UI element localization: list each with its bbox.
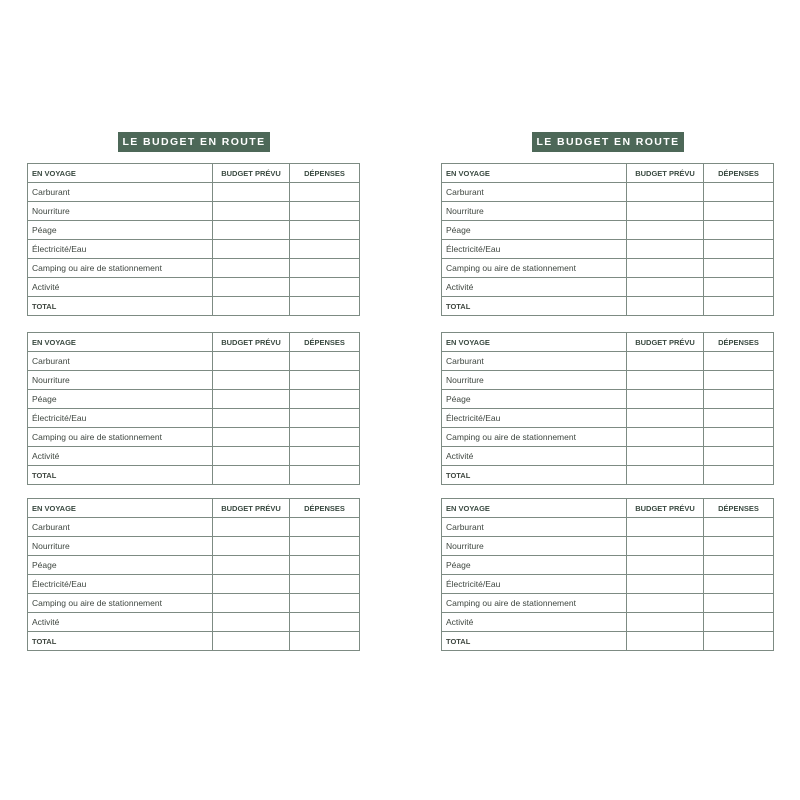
total-row — [442, 297, 774, 316]
budget-cell[interactable] — [627, 202, 704, 221]
table-header-row — [28, 499, 360, 518]
budget-cell[interactable] — [213, 447, 290, 466]
row-label: Nourriture — [442, 371, 627, 390]
budget-cell[interactable] — [627, 221, 704, 240]
depenses-cell[interactable] — [704, 613, 774, 632]
budget-total-cell[interactable] — [627, 297, 704, 316]
depenses-total-cell[interactable] — [704, 466, 774, 485]
row-label: Carburant — [28, 518, 213, 537]
table-row — [28, 221, 360, 240]
budget-total-cell[interactable] — [213, 632, 290, 651]
header-depenses: DÉPENSES — [290, 333, 360, 352]
table-row — [442, 371, 774, 390]
budget-cell[interactable] — [627, 390, 704, 409]
right-page — [414, 0, 800, 800]
row-label: Nourriture — [28, 537, 213, 556]
header-budget-prevu: BUDGET PRÉVU — [213, 164, 290, 183]
depenses-cell[interactable] — [290, 613, 360, 632]
depenses-cell[interactable] — [290, 240, 360, 259]
depenses-total-cell[interactable] — [290, 632, 360, 651]
budget-cell[interactable] — [627, 371, 704, 390]
depenses-cell[interactable] — [704, 371, 774, 390]
depenses-cell[interactable] — [704, 352, 774, 371]
header-budget-prevu: BUDGET PRÉVU — [213, 499, 290, 518]
table-row — [28, 371, 360, 390]
depenses-cell[interactable] — [290, 278, 360, 297]
row-label: Péage — [442, 556, 627, 575]
row-label: Péage — [442, 390, 627, 409]
total-label: TOTAL — [442, 297, 627, 316]
budget-cell[interactable] — [213, 183, 290, 202]
budget-cell[interactable] — [213, 556, 290, 575]
table-row — [442, 428, 774, 447]
budget-total-cell[interactable] — [213, 297, 290, 316]
row-label: Électricité/Eau — [442, 409, 627, 428]
row-label: Activité — [442, 278, 627, 297]
budget-cell[interactable] — [627, 278, 704, 297]
table-row — [28, 390, 360, 409]
budget-cell[interactable] — [213, 278, 290, 297]
table-row — [28, 613, 360, 632]
budget-cell[interactable] — [213, 613, 290, 632]
header-en-voyage: EN VOYAGE — [442, 499, 627, 518]
budget-cell[interactable] — [627, 352, 704, 371]
header-depenses: DÉPENSES — [290, 499, 360, 518]
row-label: Camping ou aire de stationnement — [442, 259, 627, 278]
budget-cell[interactable] — [627, 447, 704, 466]
table-row — [28, 594, 360, 613]
header-depenses: DÉPENSES — [704, 164, 774, 183]
depenses-cell[interactable] — [704, 202, 774, 221]
total-row — [28, 297, 360, 316]
total-label: TOTAL — [28, 297, 213, 316]
depenses-cell[interactable] — [290, 371, 360, 390]
depenses-cell[interactable] — [704, 575, 774, 594]
row-label: Camping ou aire de stationnement — [442, 428, 627, 447]
budget-cell[interactable] — [627, 537, 704, 556]
table-row — [442, 409, 774, 428]
depenses-cell[interactable] — [704, 556, 774, 575]
table-row — [442, 390, 774, 409]
row-label: Activité — [442, 613, 627, 632]
row-label: Camping ou aire de stationnement — [28, 594, 213, 613]
row-label: Électricité/Eau — [442, 240, 627, 259]
table-row — [442, 352, 774, 371]
budget-total-cell[interactable] — [213, 466, 290, 485]
depenses-cell[interactable] — [290, 575, 360, 594]
table-row — [28, 575, 360, 594]
table-row — [28, 352, 360, 371]
depenses-cell[interactable] — [290, 537, 360, 556]
budget-cell[interactable] — [627, 240, 704, 259]
budget-table — [441, 498, 774, 651]
depenses-cell[interactable] — [290, 409, 360, 428]
budget-cell[interactable] — [213, 409, 290, 428]
row-label: Péage — [28, 221, 213, 240]
table-row — [442, 240, 774, 259]
row-label: Carburant — [442, 183, 627, 202]
row-label: Carburant — [442, 352, 627, 371]
row-label: Camping ou aire de stationnement — [28, 428, 213, 447]
depenses-cell[interactable] — [290, 352, 360, 371]
total-label: TOTAL — [28, 632, 213, 651]
budget-table — [441, 332, 774, 485]
row-label: Activité — [28, 447, 213, 466]
budget-cell[interactable] — [627, 428, 704, 447]
table-row — [442, 537, 774, 556]
table-row — [28, 428, 360, 447]
table-row — [28, 183, 360, 202]
row-label: Nourriture — [442, 537, 627, 556]
depenses-cell[interactable] — [290, 259, 360, 278]
table-row — [28, 537, 360, 556]
header-depenses: DÉPENSES — [290, 164, 360, 183]
row-label: Activité — [28, 278, 213, 297]
row-label: Électricité/Eau — [28, 409, 213, 428]
depenses-cell[interactable] — [290, 518, 360, 537]
depenses-total-cell[interactable] — [704, 297, 774, 316]
row-label: Activité — [442, 447, 627, 466]
depenses-cell[interactable] — [704, 390, 774, 409]
header-budget-prevu: BUDGET PRÉVU — [627, 333, 704, 352]
table-row — [442, 594, 774, 613]
row-label: Carburant — [28, 183, 213, 202]
depenses-cell[interactable] — [290, 594, 360, 613]
header-en-voyage: EN VOYAGE — [28, 333, 213, 352]
budget-cell[interactable] — [627, 259, 704, 278]
table-row — [28, 278, 360, 297]
row-label: Péage — [442, 221, 627, 240]
total-label: TOTAL — [442, 632, 627, 651]
depenses-cell[interactable] — [704, 183, 774, 202]
table-row — [442, 518, 774, 537]
total-label: TOTAL — [28, 466, 213, 485]
table-row — [442, 221, 774, 240]
row-label: Carburant — [28, 352, 213, 371]
table-row — [442, 556, 774, 575]
table-row — [442, 447, 774, 466]
budget-table — [441, 163, 774, 316]
budget-cell[interactable] — [213, 352, 290, 371]
budget-cell[interactable] — [213, 390, 290, 409]
depenses-cell[interactable] — [704, 428, 774, 447]
budget-cell[interactable] — [627, 613, 704, 632]
budget-cell[interactable] — [213, 259, 290, 278]
header-en-voyage: EN VOYAGE — [28, 499, 213, 518]
table-header-row — [442, 333, 774, 352]
table-row — [442, 575, 774, 594]
depenses-cell[interactable] — [290, 202, 360, 221]
table-header-row — [28, 333, 360, 352]
table-header-row — [28, 164, 360, 183]
depenses-cell[interactable] — [704, 537, 774, 556]
table-row — [28, 409, 360, 428]
budget-cell[interactable] — [213, 240, 290, 259]
header-depenses: DÉPENSES — [704, 499, 774, 518]
depenses-total-cell[interactable] — [704, 632, 774, 651]
depenses-total-cell[interactable] — [290, 466, 360, 485]
budget-cell[interactable] — [213, 518, 290, 537]
total-row — [442, 632, 774, 651]
table-row — [442, 202, 774, 221]
table-row — [28, 518, 360, 537]
budget-cell[interactable] — [213, 202, 290, 221]
total-row — [28, 466, 360, 485]
header-en-voyage: EN VOYAGE — [28, 164, 213, 183]
budget-cell[interactable] — [627, 575, 704, 594]
budget-cell[interactable] — [213, 575, 290, 594]
page-title: LE BUDGET EN ROUTE — [118, 132, 270, 152]
header-depenses: DÉPENSES — [704, 333, 774, 352]
table-row — [28, 240, 360, 259]
budget-cell[interactable] — [213, 221, 290, 240]
header-budget-prevu: BUDGET PRÉVU — [627, 499, 704, 518]
budget-cell[interactable] — [213, 594, 290, 613]
table-header-row — [442, 164, 774, 183]
depenses-cell[interactable] — [704, 518, 774, 537]
depenses-cell[interactable] — [704, 278, 774, 297]
table-row — [442, 183, 774, 202]
table-row — [442, 259, 774, 278]
depenses-cell[interactable] — [704, 409, 774, 428]
table-row — [28, 259, 360, 278]
header-budget-prevu: BUDGET PRÉVU — [627, 164, 704, 183]
depenses-cell[interactable] — [704, 447, 774, 466]
row-label: Électricité/Eau — [28, 240, 213, 259]
depenses-cell[interactable] — [704, 221, 774, 240]
row-label: Péage — [28, 556, 213, 575]
row-label: Camping ou aire de stationnement — [28, 259, 213, 278]
total-row — [442, 466, 774, 485]
budget-cell[interactable] — [213, 537, 290, 556]
depenses-cell[interactable] — [290, 390, 360, 409]
table-row — [442, 278, 774, 297]
total-row — [28, 632, 360, 651]
header-en-voyage: EN VOYAGE — [442, 333, 627, 352]
depenses-cell[interactable] — [290, 447, 360, 466]
budget-cell[interactable] — [627, 183, 704, 202]
table-row — [28, 447, 360, 466]
header-en-voyage: EN VOYAGE — [442, 164, 627, 183]
budget-cell[interactable] — [627, 518, 704, 537]
budget-table — [27, 498, 360, 651]
row-label: Électricité/Eau — [442, 575, 627, 594]
row-label: Péage — [28, 390, 213, 409]
budget-cell[interactable] — [627, 594, 704, 613]
row-label: Nourriture — [28, 202, 213, 221]
budget-table — [27, 332, 360, 485]
depenses-cell[interactable] — [290, 183, 360, 202]
budget-cell[interactable] — [213, 428, 290, 447]
budget-total-cell[interactable] — [627, 466, 704, 485]
depenses-cell[interactable] — [290, 428, 360, 447]
budget-cell[interactable] — [627, 556, 704, 575]
table-row — [442, 613, 774, 632]
table-header-row — [442, 499, 774, 518]
depenses-total-cell[interactable] — [290, 297, 360, 316]
row-label: Camping ou aire de stationnement — [442, 594, 627, 613]
budget-cell[interactable] — [627, 409, 704, 428]
row-label: Activité — [28, 613, 213, 632]
total-label: TOTAL — [442, 466, 627, 485]
row-label: Nourriture — [442, 202, 627, 221]
table-row — [28, 556, 360, 575]
depenses-cell[interactable] — [704, 259, 774, 278]
depenses-cell[interactable] — [704, 594, 774, 613]
depenses-cell[interactable] — [290, 221, 360, 240]
budget-cell[interactable] — [213, 371, 290, 390]
page-title: LE BUDGET EN ROUTE — [532, 132, 684, 152]
depenses-cell[interactable] — [704, 240, 774, 259]
header-budget-prevu: BUDGET PRÉVU — [213, 333, 290, 352]
row-label: Électricité/Eau — [28, 575, 213, 594]
row-label: Nourriture — [28, 371, 213, 390]
table-row — [28, 202, 360, 221]
row-label: Carburant — [442, 518, 627, 537]
budget-table — [27, 163, 360, 316]
depenses-cell[interactable] — [290, 556, 360, 575]
budget-total-cell[interactable] — [627, 632, 704, 651]
